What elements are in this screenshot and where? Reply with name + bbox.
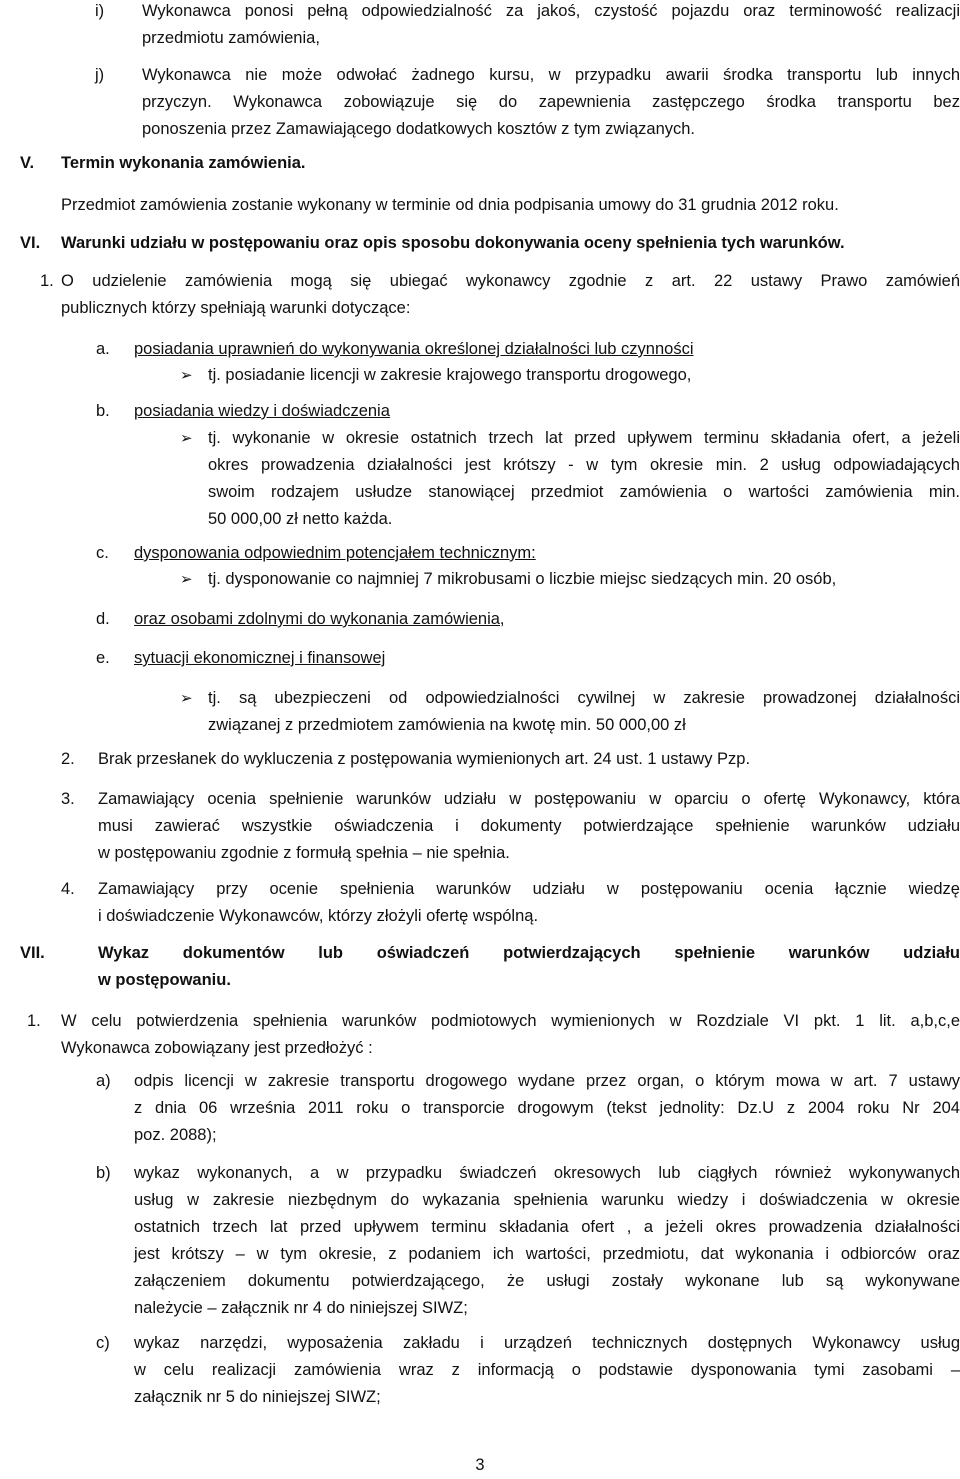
vi-point-1-text bbox=[61, 268, 960, 322]
condition-c-detail: tj. dysponowanie co najmniej 7 mikrobusami o liczbie miejsc siedzących min. 20 osób, bbox=[208, 570, 837, 588]
text-line: W celu potwierdzenia spełnienia warunków podmiotowych wymienionych w Rozdziale VI pkt. 1 lit. a,b,c,e bbox=[61, 1012, 960, 1030]
text-line: O udzielenie zamówienia mogą się ubiegać wykonawcy zgodnie z art. 22 ustawy Prawo zamówień bbox=[61, 272, 960, 290]
condition-d-title: oraz osobami zdolnymi do wykonania zamówienia, bbox=[134, 610, 505, 628]
section-v-text: Przedmiot zamówienia zostanie wykonany w terminie od dnia podpisania umowy do 31 grudnia 2012 roku. bbox=[61, 196, 839, 214]
condition-c-letter: c. bbox=[96, 544, 109, 562]
vii-point-1-text bbox=[61, 1008, 960, 1062]
text-line: okres prowadzenia działalności jest krótszy - w tym okresie min. 2 usług odpowiadających bbox=[208, 456, 960, 474]
document-c-text bbox=[134, 1330, 960, 1411]
condition-b-detail bbox=[208, 425, 960, 533]
text-line: usług w zakresie niezbędnym do wykazania spełnienia warunku wiedzy i doświadczenia w okresie bbox=[134, 1191, 960, 1209]
text-line: musi zawierać wszystkie oświadczenia i dokumenty potwierdzające spełnienie warunków udziału bbox=[98, 817, 960, 835]
condition-a-title: posiadania uprawnień do wykonywania określonej działalności lub czynności bbox=[134, 340, 694, 358]
text-line: 50 000,00 zł netto każda. bbox=[208, 510, 393, 528]
arrow-bullet-icon: ➢ bbox=[180, 571, 193, 588]
document-c-label: c) bbox=[96, 1334, 110, 1352]
condition-d-letter: d. bbox=[96, 610, 110, 628]
item-j-label: j) bbox=[95, 66, 105, 84]
text-line: Wykonawca zobowiązany jest przedłożyć : bbox=[61, 1039, 373, 1057]
vi-point-3-text bbox=[98, 786, 960, 867]
text-line: związanej z przedmiotem zamówienia na kwotę min. 50 000,00 zł bbox=[208, 716, 686, 734]
condition-b-title: posiadania wiedzy i doświadczenia bbox=[134, 402, 390, 420]
text-line: Zamawiający ocenia spełnienie warunków udziału w postępowaniu w oparciu o ofertę Wykonawcy, która bbox=[98, 790, 960, 808]
section-v-title: Termin wykonania zamówienia. bbox=[61, 154, 306, 172]
text-line: Wykaz dokumentów lub oświadczeń potwierdzających spełnienie warunków udziału bbox=[98, 944, 960, 962]
text-line: z dnia 06 września 2011 roku o transporcie drogowym (tekst jednolity: Dz.U z 2004 roku Nr 204 bbox=[134, 1099, 960, 1117]
vi-point-4-number: 4. bbox=[61, 880, 75, 898]
arrow-bullet-icon: ➢ bbox=[180, 430, 193, 447]
condition-a-letter: a. bbox=[96, 340, 110, 358]
text-line: swoim rodzajem usłudze stanowiącej przedmiot zamówienia o wartości zamówienia min. bbox=[208, 483, 960, 501]
arrow-bullet-icon: ➢ bbox=[180, 367, 193, 384]
section-vi-title: Warunki udziału w postępowaniu oraz opis sposobu dokonywania oceny spełnienia tych warunków. bbox=[61, 234, 845, 252]
document-a-label: a) bbox=[96, 1072, 111, 1090]
text-line: tj. wykonanie w okresie ostatnich trzech lat przed upływem terminu składania ofert, a jeżeli bbox=[208, 429, 960, 447]
text-line: załączeniem dokumentu potwierdzającego, że usługi zostały wykonane lub są wykonywane bbox=[134, 1272, 960, 1290]
text-line: należycie – załącznik nr 4 do niniejszej SIWZ; bbox=[134, 1299, 468, 1317]
text-line: przyczyn. Wykonawca zobowiązuje się do zapewnienia zastępczego środka transportu bez bbox=[142, 93, 960, 111]
text-line: i doświadczenie Wykonawców, którzy złożyli ofertę wspólną. bbox=[98, 907, 539, 925]
condition-c-title: dysponowania odpowiednim potencjałem technicznym: bbox=[134, 544, 536, 562]
item-i-label: i) bbox=[95, 2, 105, 20]
text-line: w celu realizacji zamówienia wraz z informacją o podstawie dysponowania tymi zasobami – bbox=[134, 1361, 960, 1379]
section-vii-title bbox=[98, 940, 960, 994]
item-j-text bbox=[142, 62, 960, 143]
vi-point-2-text: Brak przesłanek do wykluczenia z postępowania wymienionych art. 24 ust. 1 ustawy Pzp. bbox=[98, 750, 751, 768]
vi-point-3-number: 3. bbox=[61, 790, 75, 808]
text-line: poz. 2088); bbox=[134, 1126, 217, 1144]
text-line: w postępowaniu zgodnie z formułą spełnia – nie spełnia. bbox=[98, 844, 510, 862]
condition-e-title: sytuacji ekonomicznej i finansowej bbox=[134, 649, 386, 667]
text-line: w postępowaniu. bbox=[98, 971, 231, 989]
vi-point-2-number: 2. bbox=[61, 750, 75, 768]
text-line: Wykonawca nie może odwołać żadnego kursu, w przypadku awarii środka transportu lub innych bbox=[142, 66, 960, 84]
page-number: 3 bbox=[475, 1456, 485, 1474]
vi-point-1-number: 1. bbox=[40, 272, 54, 290]
document-b-label: b) bbox=[96, 1164, 111, 1182]
text-line: wykaz narzędzi, wyposażenia zakładu i urządzeń technicznych dostępnych Wykonawcy usług bbox=[134, 1334, 960, 1352]
document-b-text bbox=[134, 1160, 960, 1322]
text-line: odpis licencji w zakresie transportu drogowego wydane przez organ, o którym mowa w art. 7 ustawy bbox=[134, 1072, 960, 1090]
section-vii-number: VII. bbox=[20, 944, 45, 962]
text-line: przedmiotu zamówienia, bbox=[142, 29, 320, 47]
text-line: tj. są ubezpieczeni od odpowiedzialności cywilnej w zakresie prowadzonej działalności bbox=[208, 689, 960, 707]
vii-point-1-number: 1. bbox=[27, 1012, 41, 1030]
text-line: ostatnich trzech lat przed upływem terminu składania ofert , a jeżeli okres prowadzenia działalności bbox=[134, 1218, 960, 1236]
text-line: publicznych którzy spełniają warunki dotyczące: bbox=[61, 299, 411, 317]
document-a-text bbox=[134, 1068, 960, 1149]
section-v-number: V. bbox=[20, 154, 35, 172]
vi-point-4-text bbox=[98, 876, 960, 930]
text-line: wykaz wykonanych, a w przypadku świadczeń okresowych lub ciągłych również wykonywanych bbox=[134, 1164, 960, 1182]
text-line: Wykonawca ponosi pełną odpowiedzialność za jakoś, czystość pojazdu oraz terminowość realizacji bbox=[142, 2, 960, 20]
condition-e-detail bbox=[208, 685, 960, 739]
condition-b-letter: b. bbox=[96, 402, 110, 420]
section-vi-number: VI. bbox=[20, 234, 41, 252]
condition-a-detail: tj. posiadanie licencji w zakresie krajowego transportu drogowego, bbox=[208, 366, 692, 384]
item-i-text bbox=[142, 0, 960, 52]
text-line: jest krótszy – w tym okresie, z podaniem ich wartości, przedmiotu, dat wykonania i odbiorców oraz bbox=[134, 1245, 960, 1263]
text-line: ponoszenia przez Zamawiającego dodatkowych kosztów z tym związanych. bbox=[142, 120, 696, 138]
condition-e-letter: e. bbox=[96, 649, 110, 667]
arrow-bullet-icon: ➢ bbox=[180, 690, 193, 707]
text-line: Zamawiający przy ocenie spełnienia warunków udziału w postępowaniu ocenia łącznie wiedzę bbox=[98, 880, 960, 898]
text-line: załącznik nr 5 do niniejszej SIWZ; bbox=[134, 1388, 381, 1406]
